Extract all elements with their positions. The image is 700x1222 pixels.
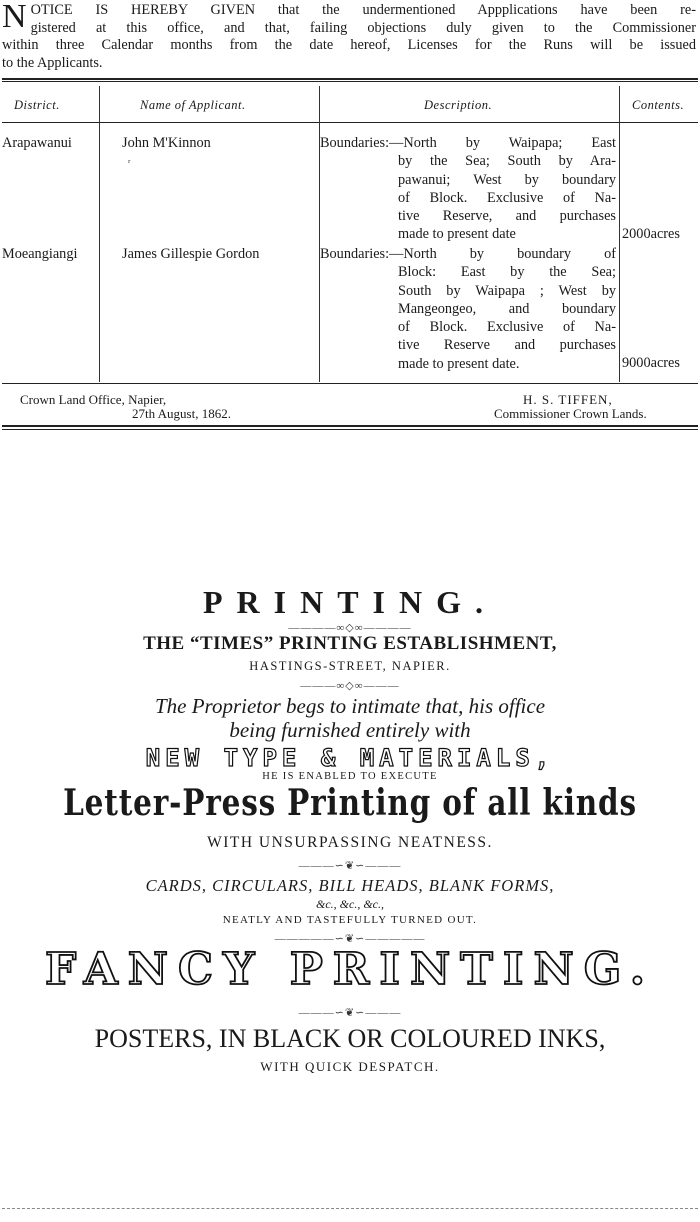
ornament: ————∞◇∞———— bbox=[288, 622, 412, 634]
notice-line-4: to the Applicants. bbox=[2, 54, 103, 71]
description-line: of Block. Exclusive of Na- bbox=[398, 189, 616, 206]
row-2-contents: 9000acres bbox=[622, 355, 680, 371]
header-rule bbox=[2, 122, 698, 123]
ornament: ———∽❦∽——— bbox=[298, 1007, 402, 1019]
ad-neatness: WITH UNSURPASSING NEATNESS. bbox=[207, 834, 493, 851]
notice-paragraph bbox=[2, 2, 696, 72]
row-1-mark: ʳ bbox=[128, 157, 131, 169]
row-1-description bbox=[320, 134, 616, 244]
table-bottom-rule bbox=[2, 383, 698, 384]
ad-fancy-printing: FANCY PRINTING. bbox=[44, 944, 656, 995]
office-line: Crown Land Office, Napier, bbox=[20, 392, 167, 407]
description-line: Boundaries:—North by Waipapa; East bbox=[320, 135, 616, 151]
divider-bottom-thin bbox=[2, 429, 698, 430]
header-contents: Contents. bbox=[632, 98, 685, 112]
row-1-district: Arapawanui bbox=[2, 135, 72, 151]
ad-line-1: The Proprietor begs to intimate that, his office bbox=[154, 694, 546, 718]
row-2-applicant: James Gillespie Gordon bbox=[122, 246, 260, 262]
signatory-title: Commissioner Crown Lands. bbox=[494, 406, 647, 421]
row-1-applicant: John M'Kinnon bbox=[122, 135, 211, 151]
description-line: tive Reserve, and purchases bbox=[398, 208, 616, 225]
ad-posters: POSTERS, IN BLACK OR COLOURED INKS, bbox=[94, 1024, 606, 1053]
ornament: ———∽❦∽——— bbox=[298, 860, 402, 872]
drop-cap: N bbox=[2, 0, 27, 35]
row-2-description bbox=[320, 245, 616, 373]
divider-bottom bbox=[2, 425, 698, 427]
ad-line-2: being furnished entirely with bbox=[229, 718, 471, 742]
ad-despatch: WITH QUICK DESPATCH. bbox=[260, 1059, 440, 1074]
divider-top-thin bbox=[2, 81, 698, 82]
ad-etc: &c., &c., &c., bbox=[316, 897, 384, 911]
description-line: Block: East by the Sea; bbox=[398, 264, 616, 281]
header-district: District. bbox=[14, 98, 60, 112]
description-line: by the Sea; South by Ara- bbox=[398, 153, 616, 170]
description-line: Mangeongeo, and boundary bbox=[398, 300, 616, 317]
description-line: South by Waipapa ; West by bbox=[398, 282, 616, 299]
description-line: of Block. Exclusive of Na- bbox=[398, 319, 616, 336]
ornament: —————∽❦∽————— bbox=[274, 933, 426, 945]
notice-line-1: OTICE IS HEREBY GIVEN that the undermentioned Appplications have been re- bbox=[30, 2, 696, 18]
notice-line-3: within three Calendar months from the date hereof, Licenses for the Runs will be issued bbox=[2, 37, 696, 53]
description-line: Boundaries:—North by boundary of bbox=[320, 246, 616, 262]
ad-street: HASTINGS-STREET, NAPIER. bbox=[249, 659, 451, 673]
ad-letterpress: Letter-Press Printing of all kinds bbox=[63, 782, 637, 824]
column-divider bbox=[99, 86, 100, 382]
row-2-district: Moeangiangi bbox=[2, 246, 78, 262]
description-line: pawanui; West by boundary bbox=[398, 171, 616, 188]
signatory-name: H. S. TIFFEN, bbox=[523, 392, 613, 407]
header-description: Description. bbox=[424, 98, 493, 112]
ad-new-type: NEW TYPE & MATERIALS, bbox=[145, 744, 555, 772]
row-1-contents: 2000acres bbox=[622, 226, 680, 242]
description-line: tive Reserve and purchases bbox=[398, 337, 616, 354]
column-divider bbox=[619, 86, 620, 382]
ad-enabled: HE IS ENABLED TO EXECUTE bbox=[262, 771, 438, 782]
ad-cards: CARDS, CIRCULARS, BILL HEADS, BLANK FORMS, bbox=[145, 876, 555, 895]
description-line: made to present date bbox=[398, 226, 516, 243]
ad-establishment: THE “TIMES” PRINTING ESTABLISHMENT, bbox=[143, 633, 557, 654]
date-line: 27th August, 1862. bbox=[132, 406, 231, 421]
header-applicant: Name of Applicant. bbox=[140, 98, 246, 112]
page-bottom-rule bbox=[2, 1208, 698, 1209]
description-line: made to present date. bbox=[398, 355, 520, 372]
notice-line-2: gistered at this office, and that, failing objections duly given to the Commissioner bbox=[30, 19, 696, 36]
ad-neatly: NEATLY AND TASTEFULLY TURNED OUT. bbox=[222, 914, 478, 926]
ad-title: PRINTING. bbox=[202, 584, 497, 620]
divider-top bbox=[2, 78, 698, 80]
ornament: ———∞◇∞——— bbox=[300, 680, 400, 692]
